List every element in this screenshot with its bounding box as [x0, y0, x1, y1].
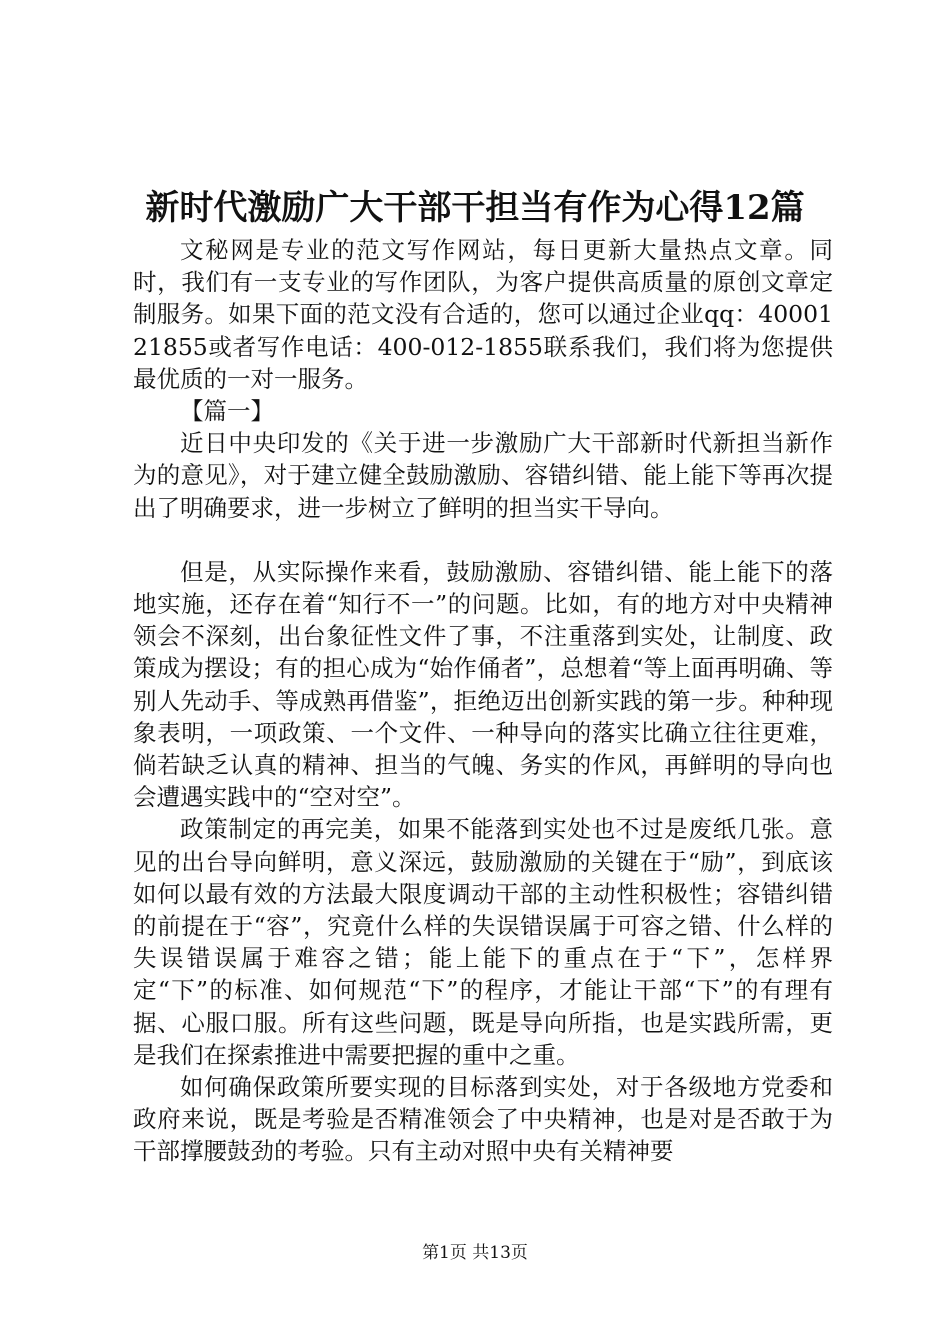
body-paragraph-4: 如何确保政策所要实现的目标落到实处，对于各级地方党委和政府来说，既是考验是否精准领会了中央精神，也是对是否敢于为干部撑腰鼓劲的考验。只有主动对照中央有关精神要: [133, 1073, 833, 1166]
body-paragraph-1: 近日中央印发的《关于进一步激励广大干部新时代新担当新作为的意见》，对于建立健全鼓励激励、容错纠错、能上能下等再次提出了明确要求，进一步树立了鲜明的担当实干导向。: [133, 429, 833, 522]
document-body: [133, 234, 833, 1168]
body-paragraph-2: 但是，从实际操作来看，鼓励激励、容错纠错、能上能下的落地实施，还存在着“知行不一”的问题。比如，有的地方对中央精神领会不深刻，出台象征性文件了事，不注重落到实处，让制度、政策成为摆设；有的担心成为“始作俑者”，总想着“等上面再明确、等别人先动手、等成熟再借鉴”，拒绝迈出创新实践的第一步。种种现象表明，一项政策、一个文件、一种导向的落实比确立往往更难，倘若缺乏认真的精神、担当的气魄、务实的作风，再鲜明的导向也会遭遇实践中的“空对空”。: [133, 557, 833, 812]
page-footer: 第1页 共13页: [422, 1243, 528, 1263]
document-title: 新时代激励广大干部干担当有作为心得12篇: [145, 188, 805, 228]
body-paragraph-3: 政策制定的再完美，如果不能落到实处也不过是废纸几张。意见的出台导向鲜明，意义深远，鼓励激励的关键在于“励”，到底该如何以最有效的方法最大限度调动干部的主动性积极性；容错纠错的前提在于“容”，究竟什么样的失误错误属于可容之错、什么样的失误错误属于难容之错；能上能下的重点在于“下”，怎样界定“下”的标准、如何规范“下”的程序，才能让干部“下”的有理有据、心服口服。所有这些问题，既是导向所指，也是实践所需，更是我们在探索推进中需要把握的重中之重。: [133, 815, 833, 1069]
section-label: 【篇一】: [180, 397, 274, 426]
intro-paragraph: 文秘网是专业的范文写作网站，每日更新大量热点文章。同时，我们有一支专业的写作团队，为客户提供高质量的原创文章定制服务。如果下面的范文没有合适的，您可以通过企业qq：4000121855或者写作电话：400-012-1855联系我们，我们将为您提供最优质的一对一服务。: [133, 236, 833, 393]
paragraph-spacer: [133, 524, 833, 556]
